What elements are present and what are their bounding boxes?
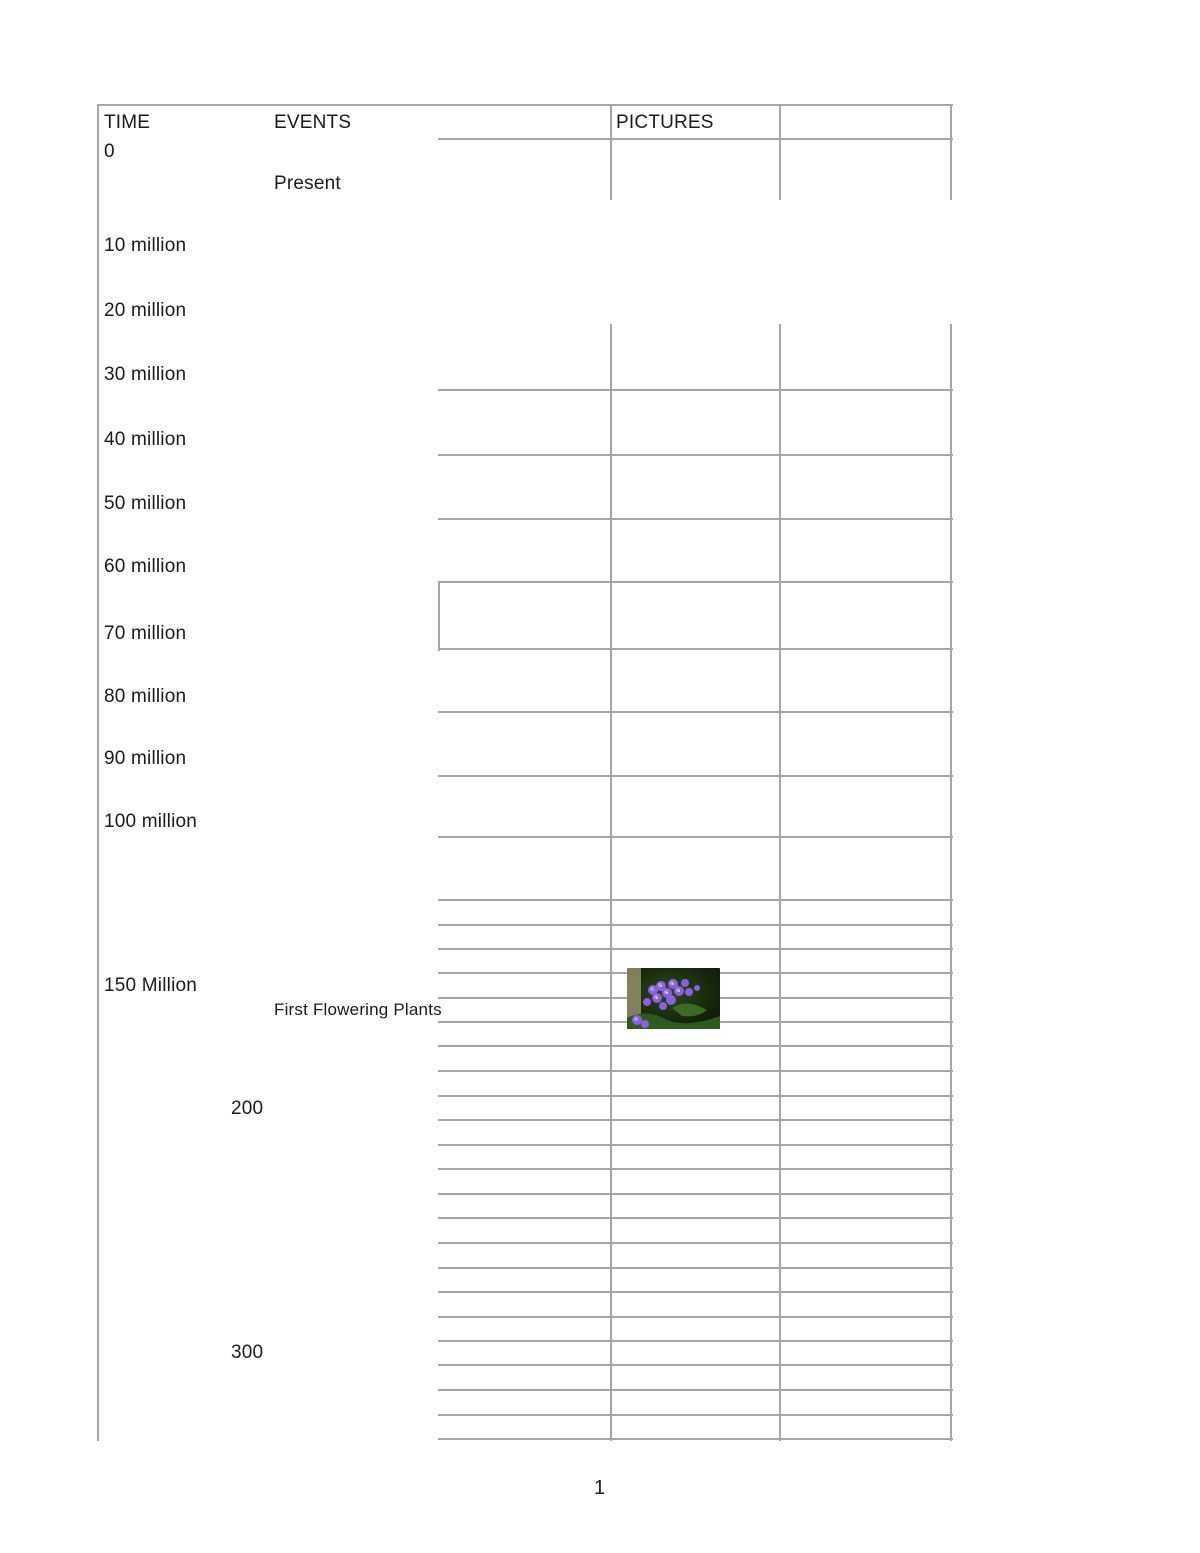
row-divider [438, 1193, 953, 1195]
table-bottom-border [438, 1438, 953, 1440]
event-present: Present [274, 173, 341, 194]
header-events: EVENTS [274, 112, 352, 133]
table-right-border [950, 104, 952, 200]
row-divider [438, 1316, 953, 1318]
header-pictures: PICTURES [616, 112, 714, 133]
row-divider [438, 518, 953, 520]
row-divider [438, 1168, 953, 1170]
row-divider [438, 1217, 953, 1219]
row-divider [438, 1070, 953, 1072]
time-label: 300 [231, 1342, 264, 1363]
row-divider [438, 775, 953, 777]
time-label: 200 [231, 1098, 264, 1119]
row-divider [438, 648, 953, 650]
table-left-border [97, 104, 99, 1441]
time-label: 10 million [104, 235, 187, 256]
row-divider [438, 1242, 953, 1244]
time-label: 20 million [104, 300, 187, 321]
row-divider [438, 924, 953, 926]
table-right-border [950, 324, 952, 1441]
time-label: 100 million [104, 811, 198, 832]
time-label: 80 million [104, 686, 187, 707]
row-divider [438, 1045, 953, 1047]
row-divider [438, 899, 953, 901]
col-divider-pictures [610, 104, 612, 200]
row-divider [438, 1340, 953, 1342]
row-divider [438, 1144, 953, 1146]
time-label: 60 million [104, 556, 187, 577]
time-label: 30 million [104, 364, 187, 385]
time-label: 150 Million [104, 975, 198, 996]
row-divider [438, 581, 953, 583]
time-label: 70 million [104, 623, 187, 644]
row-divider [438, 1119, 953, 1121]
row-divider [438, 1095, 953, 1097]
col-divider-extra [779, 104, 781, 200]
row-divider [438, 1389, 953, 1391]
row-divider [438, 1267, 953, 1269]
row-divider [438, 1291, 953, 1293]
time-label: 40 million [104, 429, 187, 450]
row-divider [438, 836, 953, 838]
time-label: 0 [104, 141, 115, 162]
event-first-flowering-plants: First Flowering Plants [274, 1000, 442, 1019]
row-divider [438, 1364, 953, 1366]
time-label: 90 million [104, 748, 187, 769]
page-number: 1 [594, 1477, 606, 1499]
time-label: 50 million [104, 493, 187, 514]
header-time: TIME [104, 112, 151, 133]
row-divider [438, 454, 953, 456]
table-top-border [97, 104, 953, 106]
header-row-divider [438, 138, 953, 140]
row-divider [438, 389, 953, 391]
col-divider-extra [779, 324, 781, 1441]
row-divider [438, 948, 953, 950]
col-divider-pictures [610, 324, 612, 1441]
row-divider [438, 1414, 953, 1416]
purple-flowers-photo-icon [627, 968, 720, 1029]
row-divider [438, 711, 953, 713]
cell-box-edge [438, 581, 440, 651]
